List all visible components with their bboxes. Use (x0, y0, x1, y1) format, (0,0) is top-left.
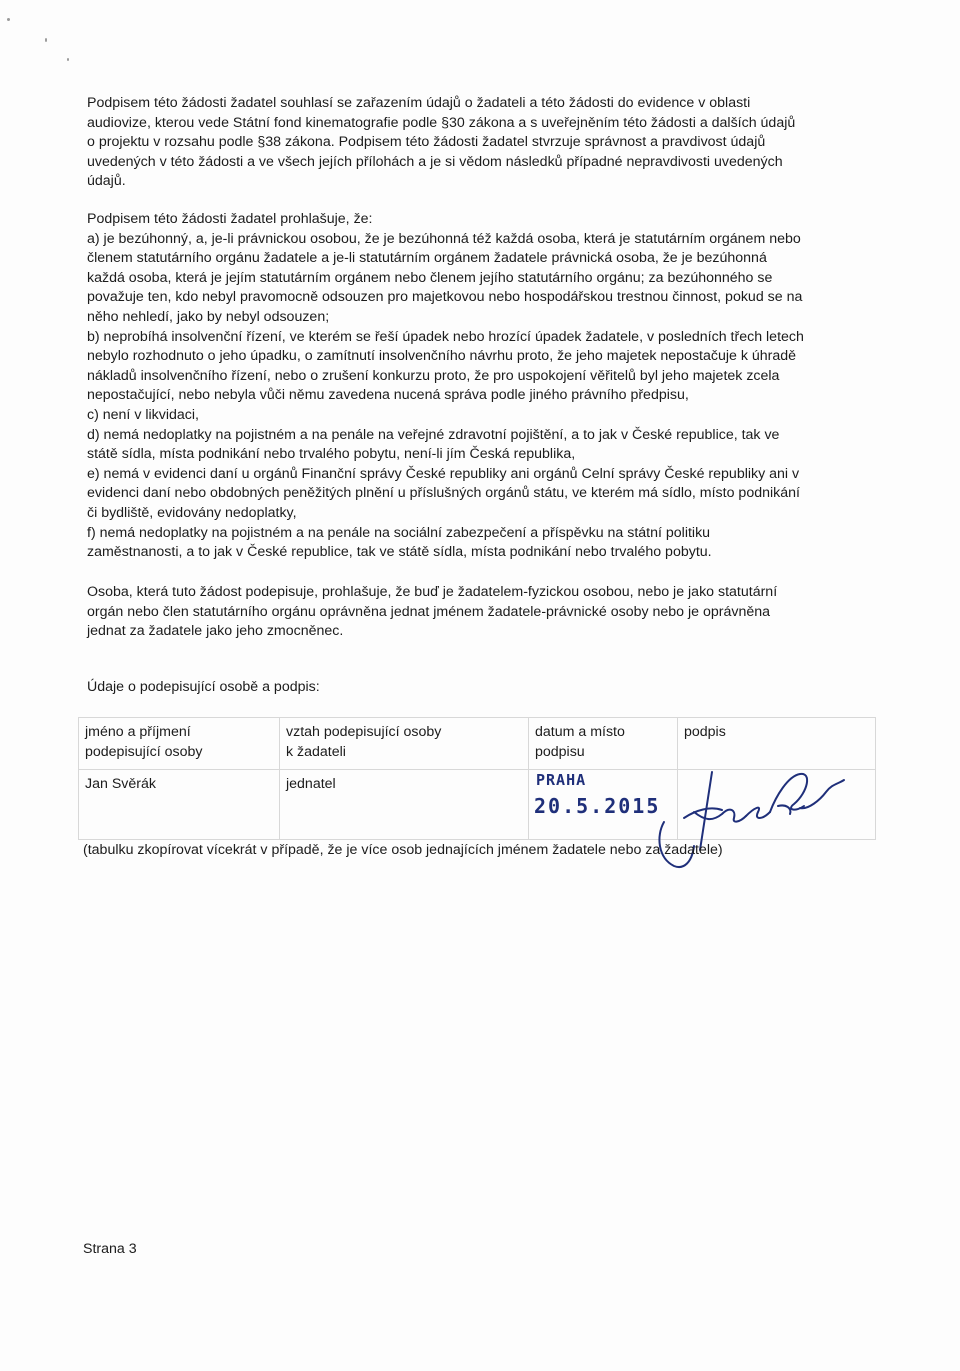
scan-speck (45, 38, 47, 42)
header-line: podpis (684, 724, 726, 740)
paragraph-line: každá osoba, která je jejím statutárním orgánem nebo členem jejího statutárního orgánu; za bezúhonného se (87, 269, 773, 286)
header-line: jméno a příjmení (85, 724, 191, 740)
header-cell-relation (280, 718, 529, 770)
paragraph-line: Podpisem této žádosti žadatel prohlašuje, že: (87, 211, 373, 227)
header-line: podepisující osoby (85, 743, 203, 760)
handwritten-date: 20.5.2015 (534, 794, 661, 818)
paragraph-line: či bydliště, evidovány nedoplatky, (87, 504, 297, 521)
paragraph-line: nepostačující, nebo nebyla vůči němu zavedena nucená správa podle jiného právního předpisu, (87, 387, 689, 404)
header-line: datum a místo (535, 724, 625, 740)
paragraph-line: zaměstnanosti, a to jak v České republice, tak ve státě sídla, místa podnikání nebo trvalého pobytu. (87, 544, 712, 561)
paragraph-line: evidenci daní nebo obdobných peněžitých plnění u příslušných orgánů státu, ve kterém má sídlo, místo podnikání (87, 485, 800, 502)
header-cell-name (79, 718, 280, 770)
paragraph-line: orgán nebo člen statutárního orgánu oprávněna jednat jménem žadatele-právnické osoby nebo je oprávněna (87, 603, 771, 620)
paragraph-line: a) je bezúhonný, a, je-li právnickou osobou, že je bezúhonná též každá osoba, která je statutárním orgánem nebo (87, 230, 801, 247)
paragraph-line: d) nemá nedoplatky na pojistném a na penále na veřejné zdravotní pojištění, a to jak v České republice, tak ve (87, 426, 780, 443)
paragraph-line: jednat za žadatele jako jeho zmocněnec. (87, 623, 344, 640)
header-line: k žadateli (286, 743, 346, 760)
paragraph-line: nebylo rozhodnuto o jeho úpadku, o zamítnutí insolvenčního návrhu proto, že jeho majetek nepostačuje k úhradě (87, 348, 797, 365)
paragraph-line: považuje ten, kdo nebyl pravomocně odsouzen pro majetkovou nebo hospodářskou trestnou činnost, pokud se na (87, 289, 803, 306)
table-note: (tabulku zkopírovat vícekrát v případě, že je více osob jednajících jménem žadatele nebo za žadatele) (83, 842, 723, 858)
paragraph-line: f) nemá nedoplatky na pojistném a na penále na sociální zabezpečení a příspěvku na státní politiku (87, 524, 711, 541)
scan-speck (67, 58, 69, 61)
paragraph-line: státě sídla, místa podnikání nebo trvalého pobytu, není-li jím Česká republika, (87, 446, 576, 463)
header-line: podpisu (535, 743, 585, 760)
declaration-paragraph (87, 210, 877, 563)
paragraph-line: uvedených v této žádosti a ve všech jejích přílohách a je si vědom následků případné nepravdivosti uvedených (87, 153, 783, 170)
paragraph-line: Osoba, která tuto žádost podepisuje, prohlašuje, že buď je žadatelem-fyzickou osobou, nebo je jako statutární (87, 584, 778, 600)
paragraph-line: c) není v likvidaci, (87, 406, 199, 423)
paragraph-line: audiovize, kterou vede Státní fond kinematografie podle §30 zákona a s uveřejněním této žádosti a dalších údajů (87, 114, 796, 131)
paragraph-line: členem statutárního orgánu žadatele a je-li statutárním orgánem žadatele právnická osoba, že je bezúhonná (87, 250, 767, 267)
paragraph-line: nákladů insolvenčního řízení, nebo o zrušení konkurzu proto, že pro uspokojení věřitelů byl jeho majetek zcela (87, 367, 780, 384)
signer-name: Jan Svěrák (79, 770, 280, 840)
scan-speck (7, 18, 10, 21)
paragraph-line: o projektu v rozsahu podle §38 zákona. Podpisem této žádosti žadatel stvrzuje správnost a pravdivost údajů (87, 134, 766, 151)
page-number: Strana 3 (83, 1241, 137, 1257)
paragraph-line: b) neprobíhá insolvenční řízení, ve kterém se řeší úpadek nebo hrozící úpadek žadatele, v posledních třech letech (87, 328, 804, 345)
signer-relation: jednatel (280, 770, 529, 840)
signatory-paragraph (87, 583, 877, 642)
paragraph-line: Podpisem této žádosti žadatel souhlasí se zařazením údajů o žadateli a této žádosti do evidence v oblasti (87, 95, 751, 111)
signer-heading: Údaje o podepisující osobě a podpis: (87, 679, 320, 695)
paragraph-line: něho nehledí, jako by nebyl odsouzen; (87, 308, 330, 325)
handwritten-place: PRAHA (536, 771, 587, 789)
consent-paragraph (87, 94, 877, 192)
paragraph-line: údajů. (87, 173, 126, 190)
paragraph-line: e) nemá v evidenci daní u orgánů Finanční správy České republiky ani orgánů Celní správy České republiky ani v (87, 465, 800, 482)
header-line: vztah podepisující osoby (286, 724, 442, 740)
